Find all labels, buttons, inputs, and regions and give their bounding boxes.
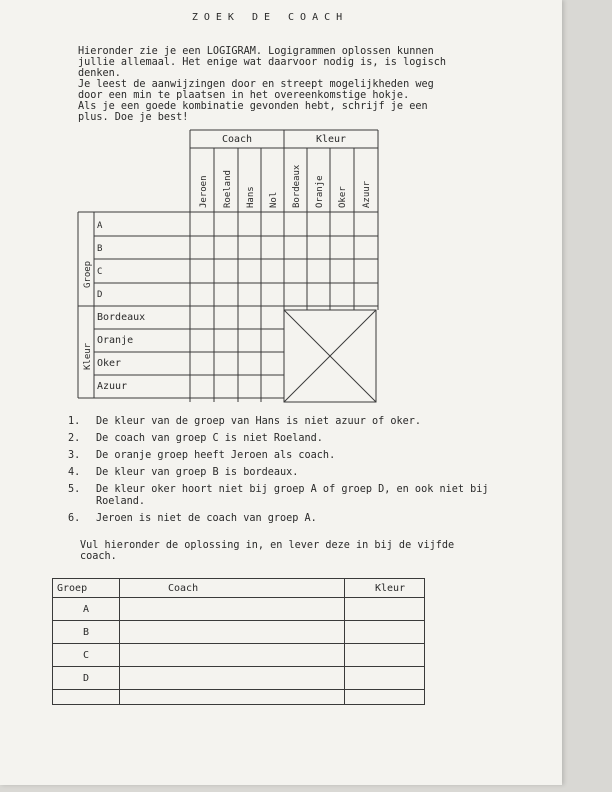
table-row — [53, 598, 425, 621]
table-row — [53, 667, 425, 690]
coach-hans-label: Hans — [246, 186, 256, 208]
row-label-b: B — [97, 244, 103, 254]
clue-item: 6. Jeroen is niet de coach van groep A. — [68, 513, 317, 524]
solution-coach-cell[interactable] — [120, 621, 345, 644]
kleur-azuur-label: Azuur — [362, 180, 372, 208]
solution-table — [52, 578, 425, 705]
table-row — [53, 690, 425, 705]
clue-item: 5. De kleur oker hoort niet bij groep A of groep D, en ook niet bij Roeland. — [68, 484, 489, 507]
row-label-a: A — [97, 221, 103, 231]
solution-groep-cell: C — [53, 644, 120, 667]
solution-kleur-cell[interactable] — [345, 690, 425, 705]
kleur-header: Kleur — [315, 134, 347, 145]
solution-coach-cell[interactable] — [120, 690, 345, 705]
clue-item: 2. De coach van groep C is niet Roeland. — [68, 433, 323, 444]
header-kleur: Kleur — [345, 579, 425, 598]
instruction-text: Vul hieronder de oplossing in, en lever deze in bij de vijfde coach. — [80, 540, 455, 562]
row-label-oker: Oker — [97, 358, 122, 369]
coach-header: Coach — [221, 134, 253, 145]
solution-kleur-cell[interactable] — [345, 644, 425, 667]
solution-coach-cell[interactable] — [120, 644, 345, 667]
clue-list — [68, 416, 528, 530]
row-label-bordeaux: Bordeaux — [97, 312, 146, 323]
row-label-c: C — [97, 267, 103, 277]
kleur-oker-label: Oker — [338, 186, 348, 208]
kleur-side-label: Kleur — [83, 342, 93, 370]
kleur-oranje-label: Oranje — [315, 175, 325, 208]
intro-text: Hieronder zie je een LOGIGRAM. Logigrammen oplossen kunnen jullie allemaal. Het enige wat daarvoor nodig is, is logisch denken. Je leest de aanwijzingen door en streept mogelijkheden weg door een min te plaatsen in het overeenkomstige hokje. Als je een goede kombinatie gevonden hebt, schrijf je een plus. Doe je best! — [78, 46, 447, 123]
row-label-oranje: Oranje — [97, 335, 134, 346]
solution-header-row — [53, 579, 425, 598]
groep-side-label: Groep — [83, 260, 93, 288]
kleur-bordeaux-label: Bordeaux — [292, 164, 302, 208]
clue-item: 3. De oranje groep heeft Jeroen als coach. — [68, 450, 336, 461]
clue-item: 4. De kleur van groep B is bordeaux. — [68, 467, 299, 478]
table-row — [53, 644, 425, 667]
coach-roeland-label: Roeland — [223, 170, 233, 208]
clue-item: 1. De kleur van de groep van Hans is niet azuur of oker. — [68, 416, 422, 427]
table-row — [53, 621, 425, 644]
solution-groep-cell: A — [53, 598, 120, 621]
header-coach: Coach — [120, 579, 345, 598]
header-groep: Groep — [53, 579, 120, 598]
solution-groep-cell — [53, 690, 120, 705]
row-label-d: D — [97, 290, 103, 300]
solution-kleur-cell[interactable] — [345, 598, 425, 621]
coach-nol-label: Nol — [269, 191, 279, 208]
solution-kleur-cell[interactable] — [345, 667, 425, 690]
solution-coach-cell[interactable] — [120, 598, 345, 621]
page-title: ZOEK DE COACH — [191, 12, 349, 23]
coach-jeroen-label: Jeroen — [199, 175, 209, 208]
solution-groep-cell: B — [53, 621, 120, 644]
solution-kleur-cell[interactable] — [345, 621, 425, 644]
solution-groep-cell: D — [53, 667, 120, 690]
row-label-azuur: Azuur — [97, 381, 128, 392]
solution-coach-cell[interactable] — [120, 667, 345, 690]
